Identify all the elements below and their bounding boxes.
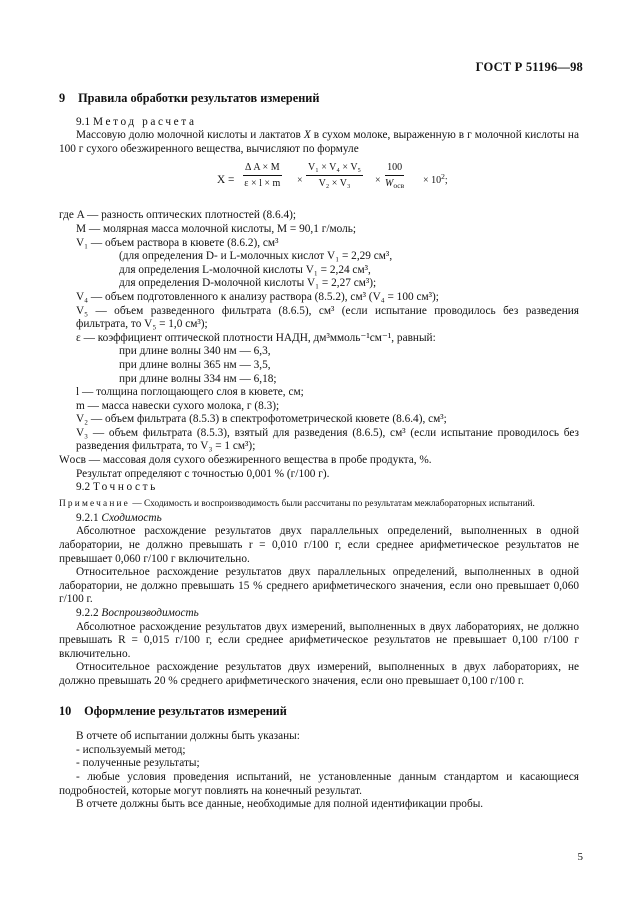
list-item: - любые условия проведения испытаний, не установленные данным стандартом и касающиеся подробностей, которые могут повлиять на конечный результат. [59,770,579,797]
definition-item: V₁ — объем раствора в кювете (8.6.2), см³ [76,236,279,249]
fraction-1-denominator: ε × l × m [244,178,281,190]
definition-item: Wосв — массовая доля сухого обезжиренного вещества в пробе продукта, %. [59,454,432,467]
formula-end: ; [444,175,448,187]
paragraph: Абсолютное расхождение результатов двух измерений, выполненных в двух лабораториях, не должно превышать R = 0,015 г/100 г, если среднее арифметическое результатов не превышает 0,100 г/100 г включительно. [59,620,579,660]
subsection-9-2-2-heading [59,607,579,621]
subsection-9-2-heading [59,481,579,495]
note-label: Примечание [59,498,130,509]
times-sign: × [375,175,381,187]
subsection-number: 9.2 [76,481,91,494]
paragraph: Относительное расхождение результатов двух параллельных определений, выполненных в одной лаборатории, не должно превышать 15 % среднего арифметического значения, если оно превышает 0,060 г/100 г. [59,566,579,606]
fraction-3 [385,161,404,191]
section-number: 9 [59,91,66,105]
page-content [59,92,579,812]
paragraph: Абсолютное расхождение результатов двух параллельных определений, выполненных в одной лаборатории, не должно превышать r = 0,010 г/100 г, если среднее арифметическое результатов не превышает 0,060 г/100 г включительно. [59,525,579,565]
definition-item: ε — коэффициент оптической плотности НАДН, дм³ммоль⁻¹см⁻¹, равный: [76,331,436,344]
precision-text: Результат определяют с точностью 0,001 % (г/100 г). [76,467,330,480]
definition-subitem: для определения L-молочной кислоты V₁ = 2,24 см³, [119,263,371,276]
paragraph: Относительное расхождение результатов двух измерений, выполненных в двух лабораториях, не должно превышать 20 % среднего арифметического значения, если оно превышает 0,100 г/100 г. [59,661,579,687]
definitions-list [59,209,579,467]
tail-text: × 10 [423,175,442,187]
note-text: — Сходимость и воспроизводимость были рассчитаны по результатам межлабораторных испытаний. [130,498,535,509]
definition-item: m — масса навески сухого молока, г (8.3); [76,399,280,412]
subsection-title: Воспроизводимость [101,607,199,619]
definition-item: V₃ — объем фильтрата (8.5.3), взятый для разведения (8.6.5), см³ (если испытание проводилось без разведения фильтрата, то V₃ = 1 см³); [76,426,579,453]
definition-item: V₄ — объем подготовленного к анализу раствора (8.5.2), см³ (V₄ = 100 см³); [76,290,439,303]
subsection-title: Точность [92,481,158,494]
spacer [59,689,579,705]
definition-subitem: при длине волны 340 нм — 6,3, [119,345,271,358]
w-subscript: осв [393,181,405,191]
definition-item: M — молярная масса молочной кислоты, M = 90,1 г/моль; [76,222,357,235]
section-title: Оформление результатов измерений [84,703,287,718]
fraction-3-numerator: 100 [385,161,404,176]
fraction-2 [306,161,363,191]
section-9-heading [59,92,579,106]
intro-text-b: в сухом молоке, выраженную в г молочной кислоты на 100 г сухого обезжиренного вещества, вычисляют по формуле [59,129,579,155]
fraction-3-denominator [385,176,404,191]
formula-lhs: X = [217,174,235,187]
section-10-heading [59,705,579,719]
definition-subitem: (для определения D- и L-молочных кислот V₁ = 2,29 см³, [119,250,393,263]
subsection-9-1-heading [59,116,579,130]
subsection-title: Метод расчета [92,115,197,128]
note [59,498,579,510]
definition-item: V₂ — объем фильтрата (8.5.3) в спектрофотометрической кювете (8.6.4), см³; [76,413,447,426]
formula-tail [423,174,448,188]
subsection-number: 9.2.2 [76,607,99,619]
subsection-9-2-1-heading [59,512,579,526]
report-intro: В отчете об испытании должны быть указаны: [76,730,300,743]
section-number: 10 [59,703,72,718]
times-sign: × [297,175,303,187]
list-item: - полученные результаты; [76,757,200,770]
subsection-title: Сходимость [101,511,162,524]
list-item: - используемый метод; [76,743,186,756]
closing-text: В отчете должны быть все данные, необходимые для полной идентификации пробы. [76,798,484,811]
definition-item: где A — разность оптических плотностей (8.6.4); [59,209,297,222]
definition-subitem: при длине волны 365 нм — 3,5, [119,358,271,371]
subsection-number: 9.2.1 [76,511,99,524]
intro-text-a: Массовую долю молочной кислоты и лактатов [76,129,304,142]
w-symbol: W [385,178,394,190]
intro-symbol: X [303,129,311,142]
tail-exponent: 2 [441,172,445,182]
formula-intro [59,129,579,156]
fraction-1 [243,161,282,191]
page-number: 5 [577,851,583,863]
definition-subitem: при длине волны 334 нм — 6,18; [119,372,277,385]
definition-subitem: для определения D-молочной кислоты V₁ = 2,27 см³); [119,277,377,290]
section-title: Правила обработки результатов измерений [78,91,320,105]
formula [59,161,579,201]
fraction-1-numerator: Δ A × M [243,161,282,176]
subsection-number: 9.1 [76,115,91,128]
fraction-2-denominator: V₂ × V₃ [318,178,351,190]
fraction-2-numerator: V₁ × V₄ × V₅ [306,161,363,176]
definition-item: l — толщина поглощающего слоя в кювете, см; [76,386,304,399]
standard-code: ГОСТ Р 51196—98 [475,60,583,74]
definition-item: V₅ — объем разведенного фильтрата (8.6.5), см³ (если испытание проводилось без разведения фильтрата, то V₅ = 1,0 см³); [76,304,579,331]
